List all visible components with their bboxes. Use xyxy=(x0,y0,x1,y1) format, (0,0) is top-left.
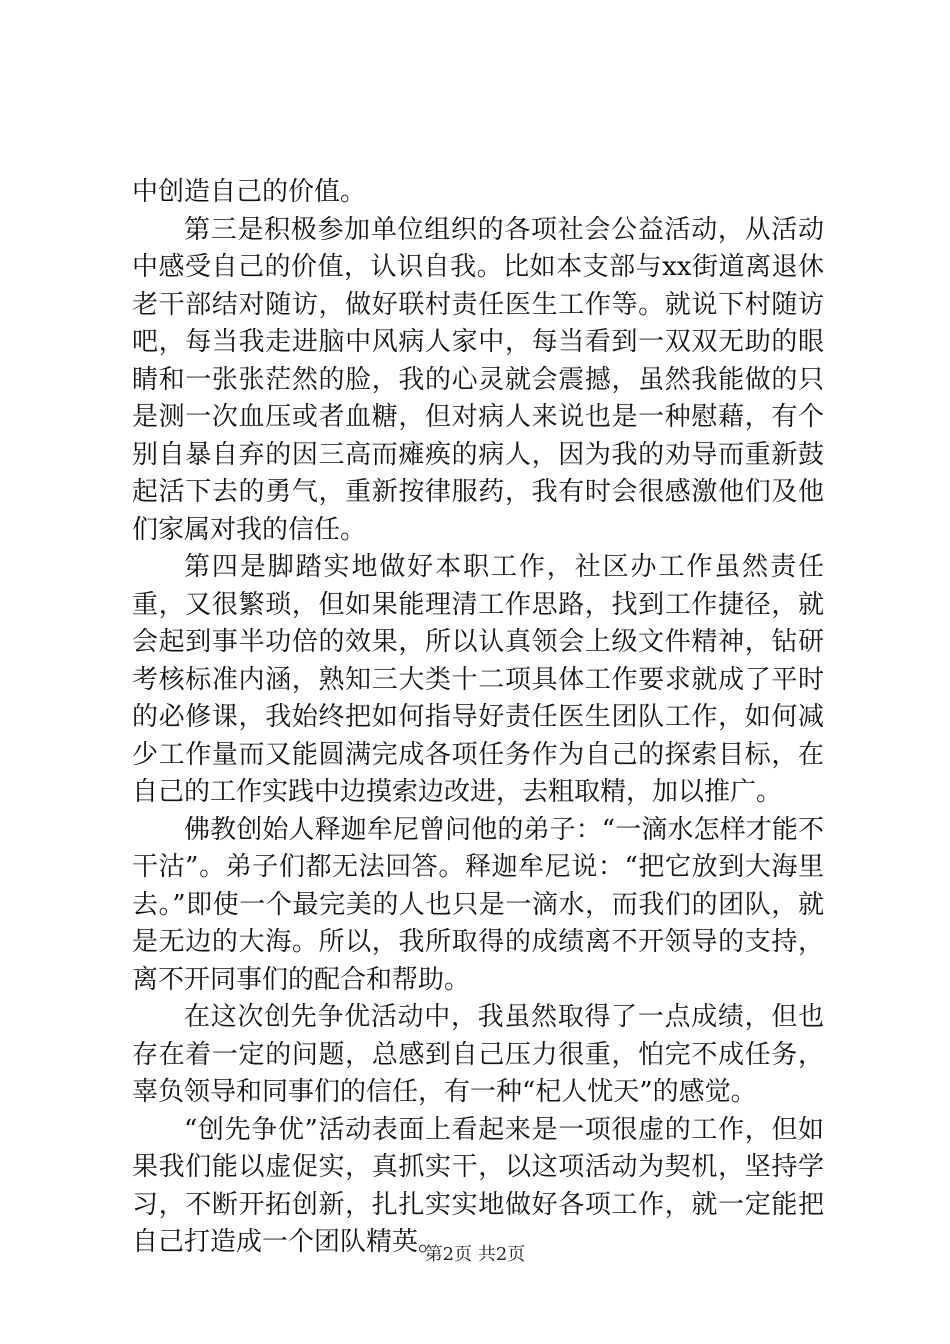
page-number-label: 第2页 共2页 xyxy=(424,1244,526,1265)
paragraph-buddha-story: 佛教创始人释迦牟尼曾问他的弟子：“一滴水怎样才能不干沽”。弟子们都无法回答。释迦牟尼说：“把它放到大海里去。”即使一个最完美的人也只是一滴水，而我们的团队，就是无边的大海。所以，我所取得的成绩离不开领导的支持，离不开同事们的配合和帮助。 xyxy=(132,814,824,995)
paragraph-fourth-point: 第四是脚踏实地做好本职工作，社区办工作虽然责任重，又很繁琐，但如果能理清工作思路，找到工作捷径，就会起到事半功倍的效果，所以认真领会上级文件精神，钻研考核标准内涵，熟知三大类十二项具体工作要求就成了平时的必修课，我始终把如何指导好责任医生团队工作，如何减少工作量而又能圆满完成各项任务作为自己的探索目标，在自己的工作实践中边摸索边改进，去粗取精，加以推广。 xyxy=(132,552,824,807)
document-body xyxy=(132,174,824,1262)
paragraph-continuation: 中创造自己的价值。 xyxy=(132,177,367,207)
paragraph-shortcomings: 在这次创先争优活动中，我虽然取得了一点成绩，但也存在着一定的问题，总感到自己压力很重，怕完不成任务，辜负领导和同事们的信任，有一种“杞人忧天”的感觉。 xyxy=(132,1002,824,1107)
paragraph-third-point: 第三是积极参加单位组织的各项社会公益活动，从活动中感受自己的价值，认识自我。比如本支部与xx街道离退休老干部结对随访，做好联村责任医生工作等。就说下村随访吧，每当我走进脑中风病人家中，每当看到一双双无助的眼睛和一张张茫然的脸，我的心灵就会震撼，虽然我能做的只是测一次血压或者血糖，但对病人来说也是一种慰藉，有个别自暴自弃的因三高而瘫痪的病人，因为我的劝导而重新鼓起活下去的勇气，重新按律服药，我有时会很感激他们及他们家属对我的信任。 xyxy=(132,214,824,545)
paragraph-conclusion: “创先争优”活动表面上看起来是一项很虚的工作，但如果我们能以虚促实，真抓实干，以这项活动为契机，坚持学习，不断开拓创新，扎扎实实地做好各项工作，就一定能把自己打造成一个团队精英。 xyxy=(132,1114,824,1257)
page-footer xyxy=(0,1243,950,1267)
